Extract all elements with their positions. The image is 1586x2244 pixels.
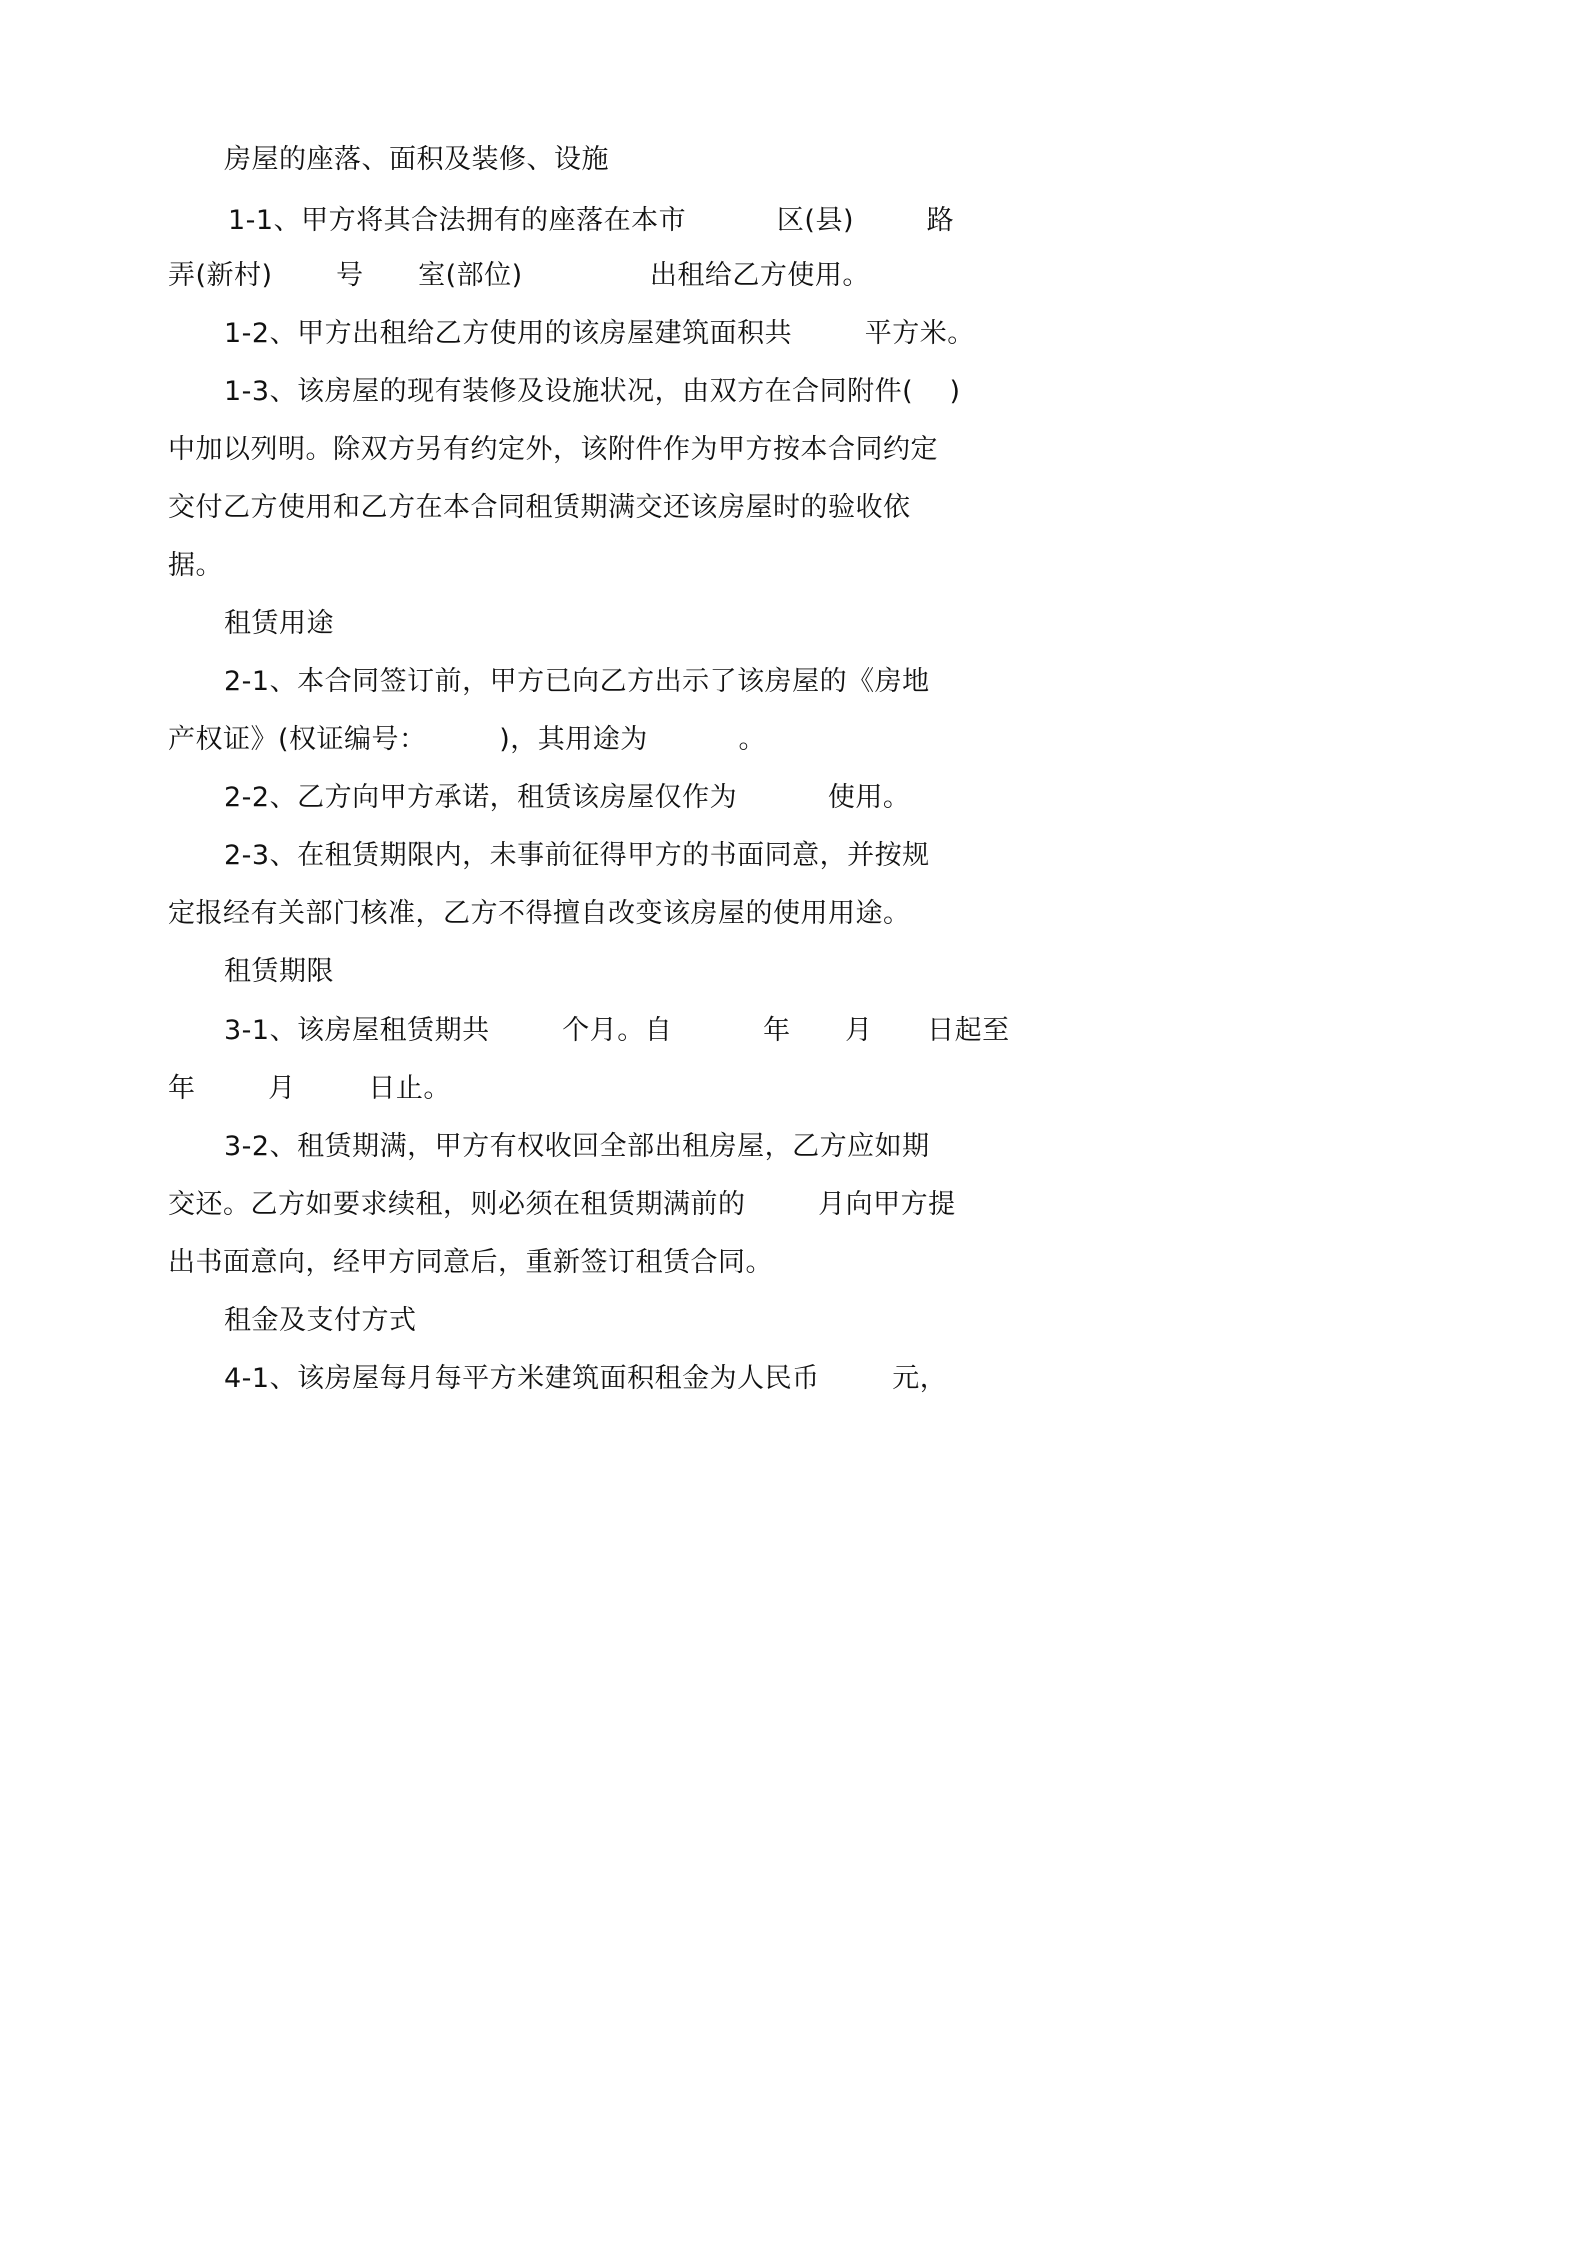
clause-1-3-line-1: 1-3、该房屋的现有装修及设施状况，由双方在合同附件( )	[224, 376, 961, 407]
clause-1-3-line-4: 据。	[168, 550, 223, 581]
clause-2-3-line-1: 2-3、在租赁期限内，未事前征得甲方的书面同意，并按规	[224, 840, 930, 871]
clause-1-1-line-1: 1-1、甲方将其合法拥有的座落在本市 区(县) 路	[228, 205, 955, 236]
clause-3-1-line-1: 3-1、该房屋租赁期共 个月。自 年 月 日起至	[224, 1015, 1010, 1046]
clause-3-2-line-3: 出书面意向，经甲方同意后，重新签订租赁合同。	[168, 1247, 773, 1278]
section-heading-purpose: 租赁用途	[224, 608, 334, 639]
clause-4-1-line-1: 4-1、该房屋每月每平方米建筑面积租金为人民币 元，	[224, 1363, 948, 1394]
clause-3-1-line-2: 年 月 日止。	[168, 1073, 451, 1104]
clause-2-3-line-2: 定报经有关部门核准，乙方不得擅自改变该房屋的使用用途。	[168, 898, 911, 929]
clause-1-3-line-3: 交付乙方使用和乙方在本合同租赁期满交还该房屋时的验收依	[168, 492, 911, 523]
document-page	[0, 0, 1100, 1556]
clause-2-1-line-1: 2-1、本合同签订前，甲方已向乙方出示了该房屋的《房地	[224, 666, 930, 697]
section-heading-location: 房屋的座落、面积及装修、设施	[224, 144, 609, 175]
clause-2-2-line-1: 2-2、乙方向甲方承诺，租赁该房屋仅作为 使用。	[224, 782, 911, 813]
clause-1-2-line-1: 1-2、甲方出租给乙方使用的该房屋建筑面积共 平方米。	[224, 318, 975, 349]
clause-3-2-line-2: 交还。乙方如要求续租，则必须在租赁期满前的 月向甲方提	[168, 1189, 956, 1220]
section-heading-term: 租赁期限	[224, 956, 334, 987]
clause-1-1-line-2: 弄(新村) 号 室(部位) 出租给乙方使用。	[168, 260, 870, 291]
clause-1-3-line-2: 中加以列明。除双方另有约定外，该附件作为甲方按本合同约定	[168, 434, 938, 465]
clause-2-1-line-2: 产权证》(权证编号： )，其用途为 。	[168, 724, 767, 755]
clause-3-2-line-1: 3-2、租赁期满，甲方有权收回全部出租房屋，乙方应如期	[224, 1131, 930, 1162]
section-heading-rent: 租金及支付方式	[224, 1305, 417, 1336]
